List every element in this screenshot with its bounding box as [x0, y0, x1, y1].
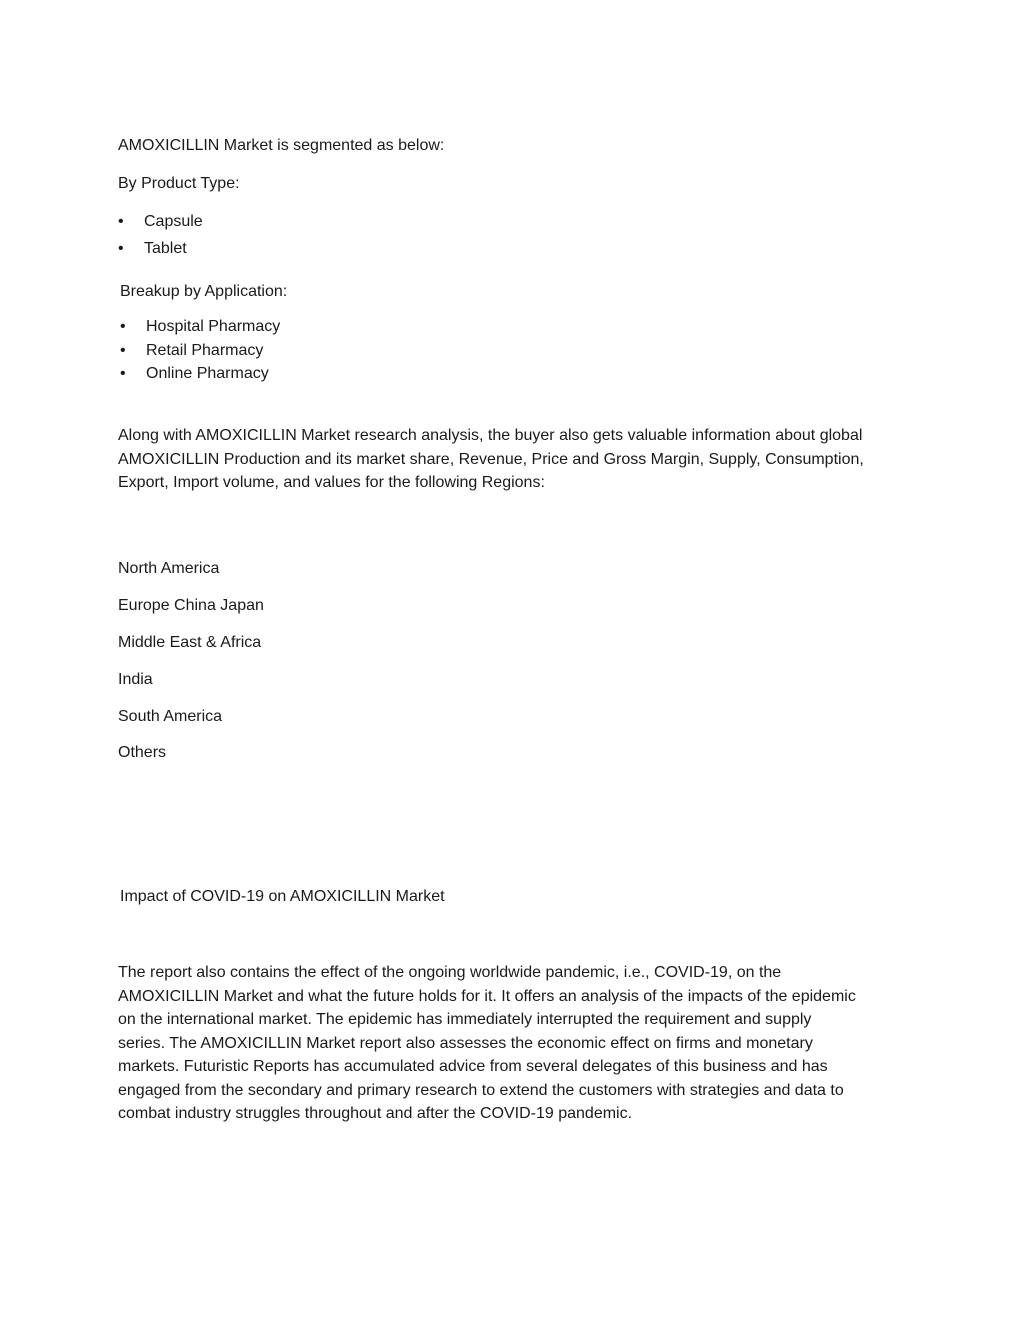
region-item: North America [118, 560, 220, 577]
bullet-icon: • [120, 318, 126, 335]
covid-heading: Impact of COVID-19 on AMOXICILLIN Market [120, 888, 445, 905]
bullet-icon: • [118, 213, 124, 230]
paragraph-line: Export, Import volume, and values for the following Regions: [118, 474, 545, 491]
application-hospital: Hospital Pharmacy [146, 318, 281, 335]
region-item: South America [118, 708, 223, 725]
region-item: Others [118, 744, 167, 761]
paragraph-line: combat industry struggles throughout and after the COVID-19 pandemic. [118, 1105, 633, 1122]
product-type-label: By Product Type: [118, 175, 240, 192]
bullet-icon: • [118, 240, 124, 257]
paragraph-line: series. The AMOXICILLIN Market report also assesses the economic effect on firms and monetary [118, 1034, 813, 1052]
paragraph-line: The report also contains the effect of the ongoing worldwide pandemic, i.e., COVID-19, on the [118, 964, 782, 981]
list-item [118, 239, 203, 259]
list-item [120, 364, 280, 384]
paragraph-line: markets. Futuristic Reports has accumulated advice from several delegates of this business and has [118, 1058, 828, 1075]
application-online: Online Pharmacy [146, 365, 269, 382]
paragraph-line: AMOXICILLIN Market and what the future holds for it. It offers an analysis of the impacts of the epidemic [118, 987, 856, 1005]
list-item [118, 212, 203, 232]
bullet-icon: • [120, 365, 126, 382]
list-item [120, 341, 280, 361]
paragraph-line: on the international market. The epidemic has immediately interrupted the requirement and supply [118, 1011, 812, 1028]
paragraph-line: engaged from the secondary and primary research to extend the customers with strategies and data to [118, 1081, 844, 1099]
paragraph-line: AMOXICILLIN Production and its market share, Revenue, Price and Gross Margin, Supply, Consumption, [118, 450, 864, 468]
segmentation-heading: AMOXICILLIN Market is segmented as below: [118, 137, 445, 154]
region-item: Middle East & Africa [118, 634, 262, 651]
regions-intro-paragraph [118, 424, 908, 495]
list-item [120, 317, 280, 337]
region-item: India [118, 671, 153, 688]
application-list [120, 317, 280, 384]
product-type-tablet: Tablet [144, 240, 187, 257]
paragraph-line: Along with AMOXICILLIN Market research analysis, the buyer also gets valuable information about global [118, 427, 863, 444]
application-label: Breakup by Application: [120, 283, 288, 300]
product-type-list [118, 212, 203, 259]
application-retail: Retail Pharmacy [146, 341, 264, 359]
product-type-capsule: Capsule [144, 213, 203, 230]
region-item: Europe China Japan [118, 597, 264, 614]
covid-paragraph [118, 961, 908, 1126]
bullet-icon: • [120, 341, 126, 359]
